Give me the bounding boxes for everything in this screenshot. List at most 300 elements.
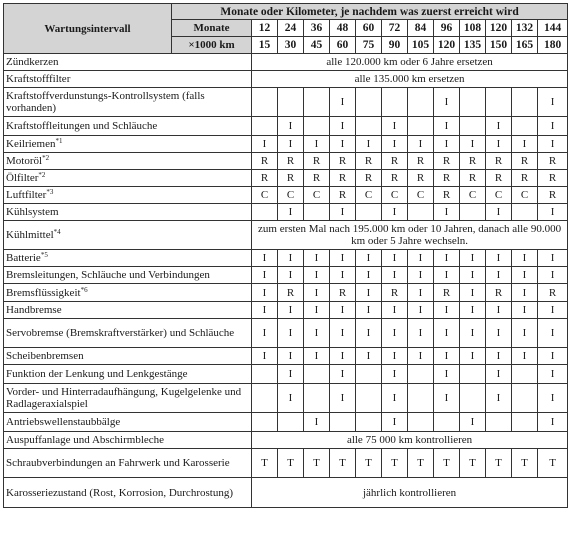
schedule-cell: I [382, 384, 408, 413]
schedule-cell: I [486, 117, 512, 136]
schedule-cell: I [330, 117, 356, 136]
schedule-cell: I [252, 267, 278, 284]
schedule-cell: I [356, 284, 382, 302]
schedule-cell: I [460, 319, 486, 348]
schedule-cell [408, 365, 434, 384]
km-header: 60 [330, 37, 356, 54]
item-label [4, 449, 252, 478]
item-label-text: Luftfilter [6, 189, 47, 201]
schedule-cell: R [486, 170, 512, 187]
item-label-text: Motoröl [6, 155, 43, 167]
item-label-text: Keilriemen [6, 138, 56, 150]
schedule-row [4, 413, 568, 432]
schedule-row [4, 71, 568, 88]
schedule-row [4, 384, 568, 413]
item-label-text: Kraftstoffverdunstungs-Kontrollsystem (falls vorhanden) [6, 90, 205, 114]
schedule-cell: R [252, 153, 278, 170]
schedule-cell: R [252, 170, 278, 187]
schedule-cell: R [382, 153, 408, 170]
footnote-marker: *2 [38, 171, 46, 179]
schedule-cell: I [278, 319, 304, 348]
schedule-cell [252, 365, 278, 384]
schedule-cell: I [434, 365, 460, 384]
item-label-text: Schraubverbindungen an Fahrwerk und Karosserie [6, 457, 230, 469]
schedule-cell: R [330, 187, 356, 204]
schedule-cell: I [330, 384, 356, 413]
schedule-row [4, 54, 568, 71]
item-label-text: Batterie [6, 252, 41, 264]
schedule-cell: I [512, 348, 538, 365]
schedule-cell: R [512, 153, 538, 170]
km-header: 30 [278, 37, 304, 54]
schedule-cell: I [252, 136, 278, 153]
schedule-cell: I [460, 136, 486, 153]
schedule-cell: I [408, 302, 434, 319]
item-label [4, 250, 252, 267]
schedule-cell: I [278, 250, 304, 267]
schedule-cell: T [252, 449, 278, 478]
schedule-cell: I [486, 319, 512, 348]
item-label [4, 204, 252, 221]
item-label-text: Ölfilter [6, 172, 39, 184]
item-label [4, 267, 252, 284]
schedule-cell [304, 384, 330, 413]
maintenance-table [3, 3, 568, 508]
schedule-cell: I [538, 365, 568, 384]
schedule-cell: I [356, 319, 382, 348]
schedule-cell: I [538, 88, 568, 117]
schedule-cell: I [434, 384, 460, 413]
schedule-cell: I [382, 250, 408, 267]
schedule-cell: C [486, 187, 512, 204]
schedule-cell: R [304, 170, 330, 187]
schedule-cell [252, 117, 278, 136]
item-label-text: Handbremse [6, 304, 62, 316]
interval-note: alle 120.000 km oder 6 Jahre ersetzen [252, 54, 568, 71]
schedule-cell: I [278, 348, 304, 365]
schedule-cell [512, 204, 538, 221]
interval-note: alle 135.000 km ersetzen [252, 71, 568, 88]
schedule-cell: T [460, 449, 486, 478]
schedule-cell: I [538, 302, 568, 319]
schedule-cell: I [330, 302, 356, 319]
schedule-row [4, 136, 568, 153]
item-label-text: Funktion der Lenkung und Lenkgestänge [6, 368, 188, 380]
schedule-row [4, 365, 568, 384]
schedule-cell [304, 365, 330, 384]
schedule-cell: R [434, 187, 460, 204]
schedule-cell: I [278, 267, 304, 284]
footnote-marker: *1 [55, 137, 63, 145]
schedule-cell: I [486, 136, 512, 153]
schedule-cell: I [278, 204, 304, 221]
schedule-cell: R [486, 153, 512, 170]
schedule-row [4, 449, 568, 478]
item-label-text: Kraftstoffleitungen und Schläuche [6, 120, 158, 132]
footnote-marker: *4 [53, 228, 61, 236]
schedule-cell [512, 117, 538, 136]
km-header: 180 [538, 37, 568, 54]
schedule-cell [408, 117, 434, 136]
schedule-cell: C [252, 187, 278, 204]
schedule-cell [460, 88, 486, 117]
schedule-cell: I [278, 302, 304, 319]
schedule-cell: I [304, 348, 330, 365]
item-label-text: Bremsleitungen, Schläuche und Verbindungen [6, 269, 210, 281]
schedule-cell: I [356, 250, 382, 267]
schedule-cell: R [330, 284, 356, 302]
schedule-row [4, 88, 568, 117]
schedule-row [4, 319, 568, 348]
schedule-cell: T [382, 449, 408, 478]
schedule-cell [512, 365, 538, 384]
schedule-cell: R [382, 170, 408, 187]
schedule-cell: I [356, 267, 382, 284]
schedule-cell: I [278, 136, 304, 153]
schedule-cell: I [304, 413, 330, 432]
schedule-cell: I [486, 302, 512, 319]
schedule-cell: R [434, 284, 460, 302]
item-label-text: Zündkerzen [6, 56, 59, 68]
schedule-cell: R [460, 153, 486, 170]
schedule-row [4, 302, 568, 319]
schedule-cell: T [330, 449, 356, 478]
schedule-cell: R [408, 153, 434, 170]
schedule-cell: I [330, 365, 356, 384]
item-label [4, 319, 252, 348]
schedule-cell: R [434, 153, 460, 170]
schedule-cell: I [252, 348, 278, 365]
group-title: Monate oder Kilometer, je nachdem was zuerst erreicht wird [172, 4, 568, 20]
schedule-cell [460, 204, 486, 221]
schedule-cell: I [434, 302, 460, 319]
schedule-cell [382, 88, 408, 117]
schedule-cell [304, 204, 330, 221]
schedule-cell: I [512, 250, 538, 267]
schedule-cell: C [278, 187, 304, 204]
schedule-cell: R [486, 284, 512, 302]
schedule-cell: I [382, 267, 408, 284]
schedule-cell [252, 204, 278, 221]
schedule-cell [512, 88, 538, 117]
interval-label: Wartungsintervall [4, 4, 172, 54]
schedule-cell [252, 384, 278, 413]
month-header: 144 [538, 20, 568, 37]
schedule-cell: I [330, 348, 356, 365]
schedule-cell [434, 413, 460, 432]
schedule-row [4, 284, 568, 302]
item-label-text: Kühlsystem [6, 206, 59, 218]
schedule-cell [460, 365, 486, 384]
schedule-cell [278, 88, 304, 117]
month-header: 84 [408, 20, 434, 37]
schedule-cell: I [538, 204, 568, 221]
schedule-cell: I [538, 384, 568, 413]
item-label [4, 348, 252, 365]
month-header: 12 [252, 20, 278, 37]
schedule-cell: I [512, 302, 538, 319]
item-label [4, 88, 252, 117]
schedule-cell: I [434, 88, 460, 117]
schedule-cell: I [460, 302, 486, 319]
item-label [4, 54, 252, 71]
km-header: 15 [252, 37, 278, 54]
schedule-cell: I [356, 302, 382, 319]
km-header: 150 [486, 37, 512, 54]
schedule-cell: I [486, 267, 512, 284]
schedule-cell: R [382, 284, 408, 302]
month-header: 108 [460, 20, 486, 37]
schedule-cell: T [408, 449, 434, 478]
item-label-text: Servobremse (Bremskraftverstärker) und Schläuche [6, 327, 235, 339]
item-label [4, 384, 252, 413]
schedule-cell: T [304, 449, 330, 478]
schedule-cell [356, 88, 382, 117]
month-header: 48 [330, 20, 356, 37]
schedule-cell: I [252, 284, 278, 302]
schedule-cell: T [356, 449, 382, 478]
schedule-cell: I [304, 284, 330, 302]
schedule-cell: C [304, 187, 330, 204]
schedule-cell [408, 413, 434, 432]
item-label-text: Antriebswellenstaubbälge [6, 416, 121, 428]
schedule-cell: I [330, 88, 356, 117]
schedule-cell [356, 365, 382, 384]
schedule-cell: I [304, 250, 330, 267]
schedule-cell: I [330, 204, 356, 221]
schedule-cell: I [434, 250, 460, 267]
schedule-row [4, 478, 568, 508]
schedule-cell [278, 413, 304, 432]
item-label [4, 170, 252, 187]
item-label-text: Auspuffanlage und Abschirmbleche [6, 434, 165, 446]
item-label-text: Karosseriezustand (Rost, Korrosion, Durchrostung) [6, 486, 233, 499]
schedule-cell [304, 117, 330, 136]
schedule-cell: I [252, 250, 278, 267]
schedule-cell: I [460, 348, 486, 365]
item-label [4, 413, 252, 432]
item-label [4, 136, 252, 153]
schedule-cell [356, 413, 382, 432]
schedule-cell: T [434, 449, 460, 478]
item-label-text: Vorder- und Hinterradaufhängung, Kugelgelenke und Radlageraxialspiel [6, 386, 242, 410]
schedule-cell: I [538, 250, 568, 267]
schedule-cell: I [434, 319, 460, 348]
item-label [4, 478, 252, 508]
item-label [4, 432, 252, 449]
month-header: 96 [434, 20, 460, 37]
item-label [4, 284, 252, 302]
schedule-cell: I [486, 204, 512, 221]
schedule-cell: I [304, 319, 330, 348]
schedule-cell: I [486, 348, 512, 365]
schedule-cell [252, 413, 278, 432]
schedule-cell: I [512, 319, 538, 348]
schedule-cell: I [460, 250, 486, 267]
schedule-cell [356, 204, 382, 221]
schedule-cell: T [512, 449, 538, 478]
schedule-row [4, 204, 568, 221]
schedule-cell: I [382, 365, 408, 384]
schedule-row [4, 348, 568, 365]
schedule-cell: I [512, 267, 538, 284]
footnote-marker: *2 [42, 154, 50, 162]
schedule-cell: I [382, 136, 408, 153]
schedule-cell: R [278, 170, 304, 187]
schedule-cell: I [434, 267, 460, 284]
km-header: 75 [356, 37, 382, 54]
item-label [4, 153, 252, 170]
schedule-cell: T [486, 449, 512, 478]
schedule-cell: C [356, 187, 382, 204]
schedule-cell: I [304, 267, 330, 284]
month-header: 60 [356, 20, 382, 37]
schedule-row [4, 221, 568, 250]
item-label [4, 71, 252, 88]
schedule-row [4, 250, 568, 267]
schedule-cell: R [538, 153, 568, 170]
schedule-cell: R [408, 170, 434, 187]
schedule-row [4, 432, 568, 449]
schedule-cell: I [382, 413, 408, 432]
schedule-cell: I [408, 319, 434, 348]
schedule-cell: I [486, 250, 512, 267]
schedule-cell: I [434, 117, 460, 136]
item-label-text: Scheibenbremsen [6, 350, 84, 362]
schedule-cell: I [382, 204, 408, 221]
schedule-cell: I [330, 267, 356, 284]
schedule-cell: I [486, 365, 512, 384]
months-label: Monate [172, 20, 252, 37]
schedule-cell [304, 88, 330, 117]
schedule-cell: R [356, 170, 382, 187]
schedule-cell [460, 384, 486, 413]
interval-note: jährlich kontrollieren [252, 478, 568, 508]
schedule-cell: I [304, 136, 330, 153]
schedule-row [4, 153, 568, 170]
schedule-cell [486, 88, 512, 117]
schedule-cell: I [382, 319, 408, 348]
schedule-cell: T [278, 449, 304, 478]
schedule-cell: I [330, 250, 356, 267]
schedule-cell: I [408, 348, 434, 365]
schedule-cell: I [408, 284, 434, 302]
header-row-title [4, 4, 568, 20]
item-label [4, 365, 252, 384]
schedule-cell: I [278, 117, 304, 136]
schedule-cell: C [408, 187, 434, 204]
schedule-cell: I [460, 284, 486, 302]
month-header: 24 [278, 20, 304, 37]
schedule-cell: I [538, 413, 568, 432]
schedule-cell: I [408, 250, 434, 267]
schedule-cell [486, 413, 512, 432]
schedule-cell [460, 117, 486, 136]
month-header: 120 [486, 20, 512, 37]
schedule-cell: C [460, 187, 486, 204]
schedule-cell: I [408, 136, 434, 153]
schedule-cell [356, 384, 382, 413]
schedule-cell: R [512, 170, 538, 187]
schedule-cell [408, 384, 434, 413]
schedule-cell: C [382, 187, 408, 204]
item-label [4, 187, 252, 204]
item-label-text: Bremsflüssigkeit [6, 286, 81, 299]
schedule-cell: R [538, 187, 568, 204]
schedule-cell: R [278, 284, 304, 302]
footnote-marker: *6 [80, 285, 88, 294]
schedule-cell: I [252, 319, 278, 348]
schedule-cell: I [356, 348, 382, 365]
km-header: 165 [512, 37, 538, 54]
schedule-cell: I [304, 302, 330, 319]
schedule-cell [252, 88, 278, 117]
schedule-cell: C [512, 187, 538, 204]
schedule-cell: I [460, 413, 486, 432]
schedule-cell [330, 413, 356, 432]
schedule-row [4, 267, 568, 284]
schedule-cell: I [330, 136, 356, 153]
schedule-cell [512, 384, 538, 413]
schedule-cell: I [486, 384, 512, 413]
schedule-cell: I [512, 136, 538, 153]
schedule-cell [356, 117, 382, 136]
schedule-cell [512, 413, 538, 432]
item-label-text: Kraftstofffilter [6, 73, 71, 85]
month-header: 36 [304, 20, 330, 37]
km-label: ×1000 km [172, 37, 252, 54]
km-header: 105 [408, 37, 434, 54]
footnote-marker: *3 [46, 188, 54, 196]
schedule-cell: I [538, 319, 568, 348]
schedule-cell: I [356, 136, 382, 153]
schedule-cell: I [382, 302, 408, 319]
km-header: 135 [460, 37, 486, 54]
interval-note: alle 75 000 km kontrollieren [252, 432, 568, 449]
schedule-cell: R [538, 170, 568, 187]
km-header: 90 [382, 37, 408, 54]
schedule-cell: R [434, 170, 460, 187]
schedule-cell: I [382, 117, 408, 136]
schedule-cell: I [434, 136, 460, 153]
maintenance-schedule [3, 3, 567, 508]
schedule-cell: I [460, 267, 486, 284]
schedule-row [4, 187, 568, 204]
km-header: 45 [304, 37, 330, 54]
schedule-cell: I [434, 204, 460, 221]
km-header: 120 [434, 37, 460, 54]
schedule-cell: R [330, 170, 356, 187]
schedule-cell: R [278, 153, 304, 170]
schedule-cell: I [512, 284, 538, 302]
schedule-row [4, 117, 568, 136]
schedule-cell: I [434, 348, 460, 365]
schedule-cell: I [278, 384, 304, 413]
schedule-cell: R [460, 170, 486, 187]
schedule-cell: I [538, 267, 568, 284]
month-header: 132 [512, 20, 538, 37]
schedule-cell: I [252, 302, 278, 319]
schedule-cell: R [330, 153, 356, 170]
schedule-cell: I [538, 348, 568, 365]
schedule-row [4, 170, 568, 187]
schedule-cell: R [304, 153, 330, 170]
schedule-cell: R [538, 284, 568, 302]
schedule-cell: I [330, 319, 356, 348]
item-label [4, 117, 252, 136]
footnote-marker: *5 [40, 251, 48, 259]
item-label-text: Kühlmittel [6, 229, 54, 241]
